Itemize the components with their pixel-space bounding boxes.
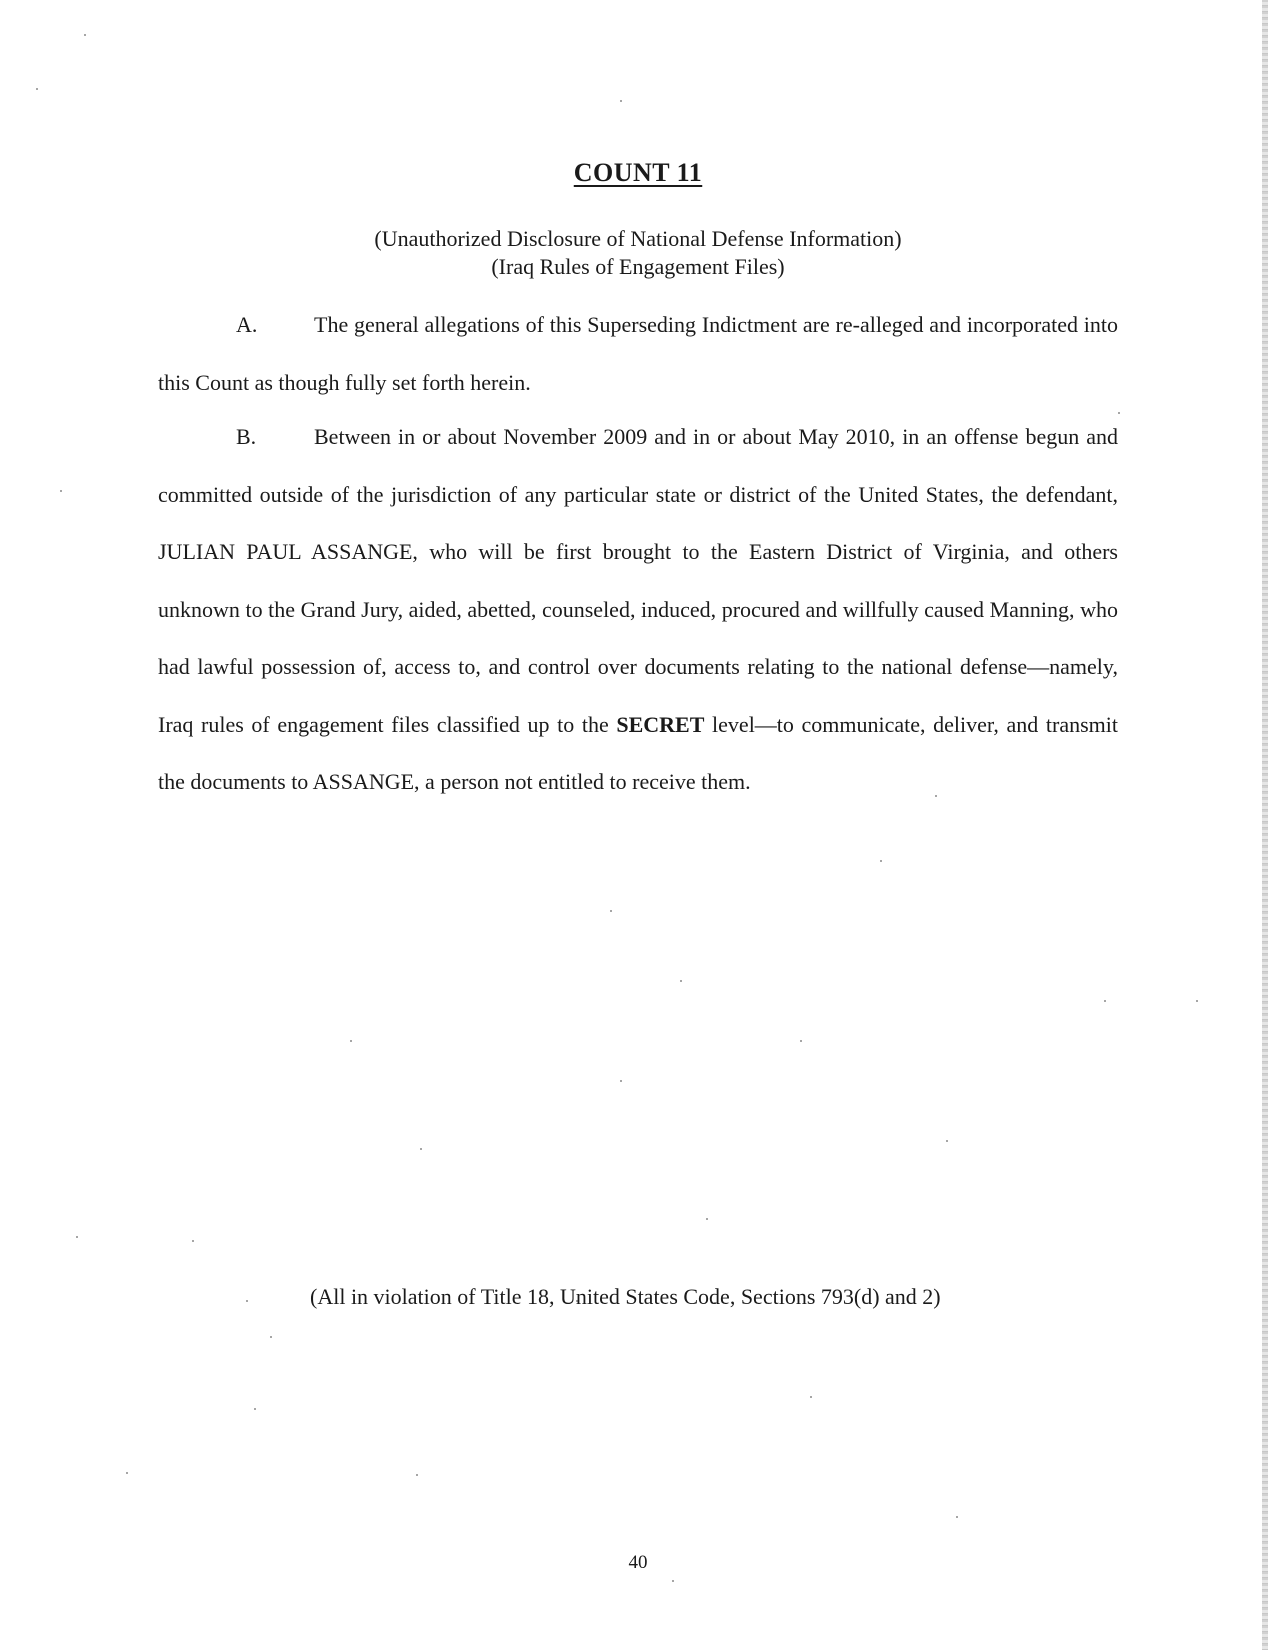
- scan-speck: [610, 910, 612, 912]
- paragraph-a-marker: A.: [236, 312, 258, 337]
- count-title: COUNT 11: [573, 158, 703, 187]
- paragraph-a-text: The general allegations of this Superseding Indictment are re-alleged and incorporated into this Count as though fully set forth herein.: [158, 312, 1118, 395]
- scan-speck: [880, 860, 882, 862]
- scan-speck: [420, 1148, 422, 1150]
- scan-speck: [680, 980, 682, 982]
- scan-speck: [620, 100, 622, 102]
- scan-speck: [270, 1336, 272, 1338]
- scan-speck: [76, 1236, 78, 1238]
- paragraph-b: [158, 408, 1118, 811]
- scan-speck: [946, 1140, 948, 1142]
- scan-speck: [254, 1408, 256, 1410]
- scan-speck: [246, 1300, 248, 1302]
- scan-speck: [956, 1516, 958, 1518]
- scan-speck: [36, 88, 38, 90]
- paragraph-b-text-before: Between in or about November 2009 and in or about May 2010, in an offense begun and committed outside of the jurisdiction of any particular state or district of the United States, the defendant, JULIAN PAUL ASSANGE, who will be first brought to the Eastern District of Virginia, and others unknown to the Grand Jury, aided, abetted, counseled, induced, procured and willfully caused Manning, who had lawful possession of, access to, and control over documents relating to the national defense—namely, Iraq rules of engagement files classified up to the: [158, 424, 1118, 737]
- scan-speck: [60, 490, 62, 492]
- page-number: 40: [628, 1552, 648, 1573]
- scan-speck: [350, 1040, 352, 1042]
- paragraph-b-text-after: level—to communicate, deliver, and transmit the documents to ASSANGE, a person not entitled to receive them.: [158, 711, 1118, 794]
- statute-citation: (All in violation of Title 18, United States Code, Sections 793(d) and 2): [310, 1284, 941, 1309]
- paragraph-b-marker: B.: [236, 424, 257, 449]
- scan-speck: [1118, 412, 1120, 414]
- classification-level: SECRET: [616, 711, 705, 737]
- paragraph-a: [158, 296, 1118, 411]
- scan-speck: [706, 1218, 708, 1220]
- scan-speck: [416, 1474, 418, 1476]
- scan-speck: [800, 1040, 802, 1042]
- scan-speck: [1196, 1000, 1198, 1002]
- scan-speck: [192, 1240, 194, 1242]
- scan-speck: [672, 1580, 674, 1582]
- count-subtitle-offense: (Unauthorized Disclosure of National Defense Information): [374, 226, 902, 251]
- scan-speck: [810, 1396, 812, 1398]
- scan-speck: [84, 34, 86, 36]
- count-subtitle-files: (Iraq Rules of Engagement Files): [491, 254, 785, 279]
- scan-speck: [126, 1472, 128, 1474]
- scan-speck: [1104, 1000, 1106, 1002]
- scan-speck: [620, 1080, 622, 1082]
